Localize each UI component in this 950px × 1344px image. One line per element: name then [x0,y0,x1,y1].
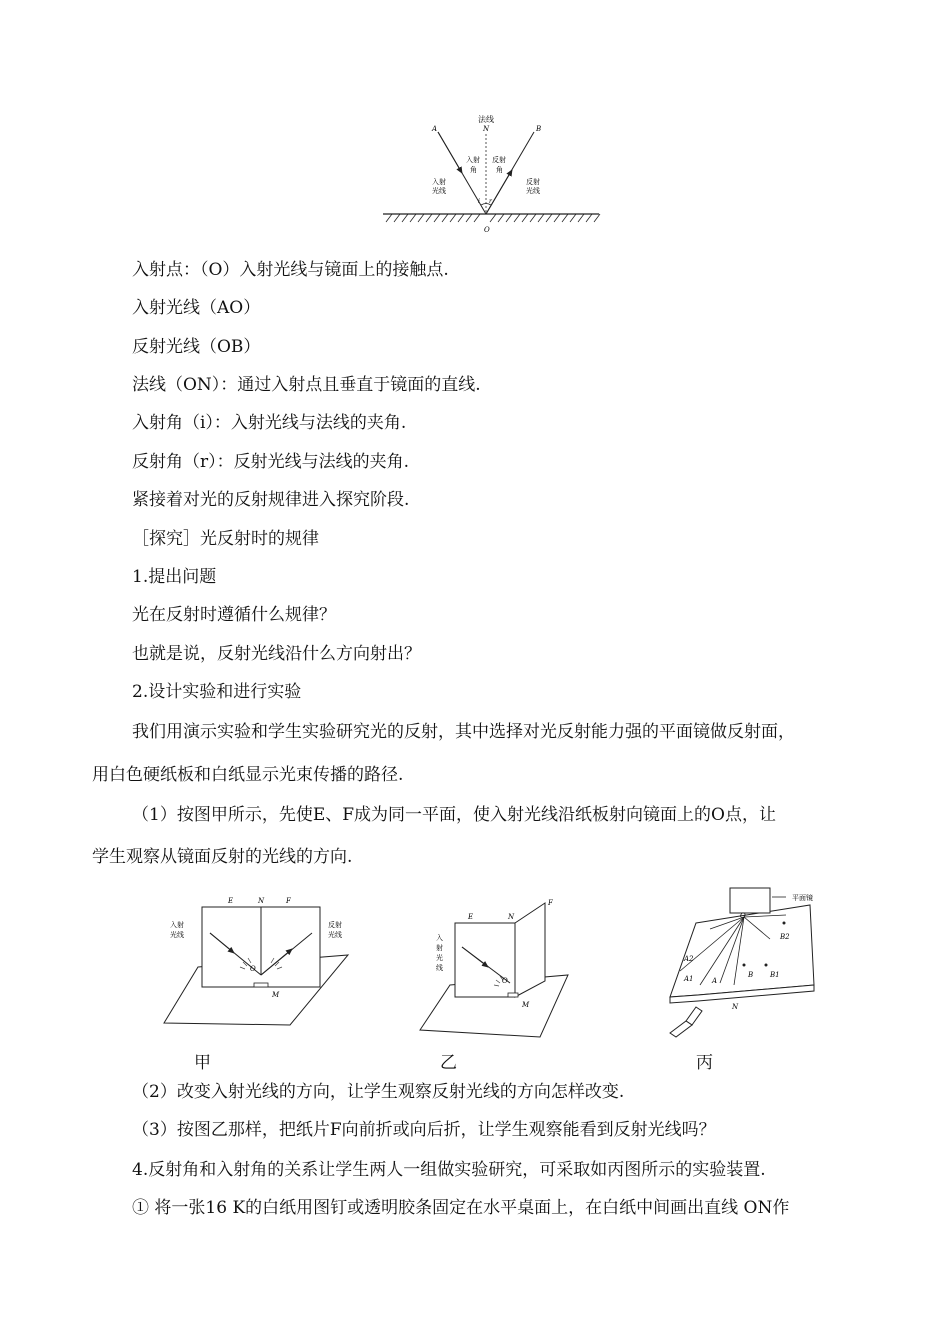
svg-text:A2: A2 [684,955,694,963]
svg-text:线: 线 [436,964,443,972]
svg-text:A: A [712,977,718,985]
svg-text:射: 射 [436,944,443,952]
svg-text:F: F [286,897,291,905]
text-line: 也就是说，反射光线沿什么方向射出？ [132,644,421,664]
svg-text:反射: 反射 [526,178,540,186]
svg-text:光线: 光线 [526,187,540,195]
figure-bing [670,888,814,1037]
svg-text:B1: B1 [770,971,780,979]
svg-text:B: B [536,125,542,133]
svg-text:A1: A1 [684,975,694,983]
text-line: 反射光线（OB） [132,337,261,357]
text-line: （2）改变入射光线的方向，让学生观察反射光线的方向怎样改变. [132,1082,625,1102]
svg-text:E: E [228,897,234,905]
svg-text:B: B [748,971,754,979]
svg-text:M: M [522,1001,530,1009]
section-heading: ［探究］光反射时的规律 [132,529,319,549]
text-line: 法线（ON）：通过入射点且垂直于镜面的直线. [132,375,481,395]
figure-jia [164,897,348,1025]
text-line: 入射角（i）：入射光线与法线的夹角. [132,413,407,433]
svg-text:N: N [258,897,265,905]
normal-label: 法线 [478,115,494,124]
svg-text:入: 入 [436,934,443,942]
svg-text:N: N [508,913,515,921]
svg-text:光线: 光线 [328,931,342,939]
svg-text:N: N [732,1003,739,1011]
caption-bing: 丙 [696,1053,713,1073]
svg-text:平面镜: 平面镜 [792,894,813,902]
svg-text:反射: 反射 [328,921,342,929]
svg-text:入射: 入射 [432,178,446,186]
svg-text:A: A [432,125,438,133]
svg-text:入射: 入射 [466,156,480,164]
text-line: ① 将一张16 K的白纸用图钉或透明胶条固定在水平桌面上，在白纸中间画出直线 ON作 [132,1198,790,1218]
svg-text:光线: 光线 [432,187,446,195]
svg-text:光: 光 [436,954,443,962]
svg-text:i: i [478,198,480,205]
svg-text:N: N [482,125,490,133]
svg-text:B2: B2 [780,933,790,941]
svg-text:E: E [468,913,474,921]
caption-jia: 甲 [194,1053,211,1073]
text-line: 入射光线（AO） [132,298,261,318]
text-line: 反射角（r）：反射光线与法线的夹角. [132,452,410,472]
svg-text:O: O [502,977,508,985]
caption-yi: 乙 [440,1053,457,1073]
reflection-diagram [378,112,604,240]
svg-text:O: O [740,912,746,920]
figure-yi [420,899,568,1037]
paragraph-line: 我们用演示实验和学生实验研究光的反射，其中选择对光反射能力强的平面镜做反射面， [132,722,795,742]
svg-text:M: M [272,991,280,999]
svg-text:反射: 反射 [492,156,506,164]
text-line: 光在反射时遵循什么规律？ [132,605,336,625]
experiment-figures [150,885,870,1075]
svg-text:O: O [250,965,256,973]
paragraph-line: 学生观察从镜面反射的光线的方向. [92,847,353,867]
paragraph-line: （1）按图甲所示，先使E、F成为同一平面，使入射光线沿纸板射向镜面上的O点，让 [132,805,776,825]
text-line: 4.反射角和入射角的关系让学生两人一组做实验研究，可采取如丙图所示的实验装置. [132,1160,766,1180]
text-line: （3）按图乙那样，把纸片F向前折或向后折，让学生观察能看到反射光线吗？ [132,1120,716,1140]
svg-text:角: 角 [496,166,503,174]
svg-text:O: O [484,226,490,234]
paragraph-line: 用白色硬纸板和白纸显示光束传播的路径. [92,765,404,785]
text-line: 入射点：（O）入射光线与镜面上的接触点. [132,260,449,280]
text-line: 1.提出问题 [132,567,217,587]
svg-text:r: r [489,198,492,205]
svg-text:光线: 光线 [170,931,184,939]
text-line: 2.设计实验和进行实验 [132,682,302,702]
text-line: 紧接着对光的反射规律进入探究阶段. [132,490,410,510]
svg-text:F: F [548,899,553,907]
svg-text:入射: 入射 [170,921,184,929]
svg-text:角: 角 [470,166,477,174]
